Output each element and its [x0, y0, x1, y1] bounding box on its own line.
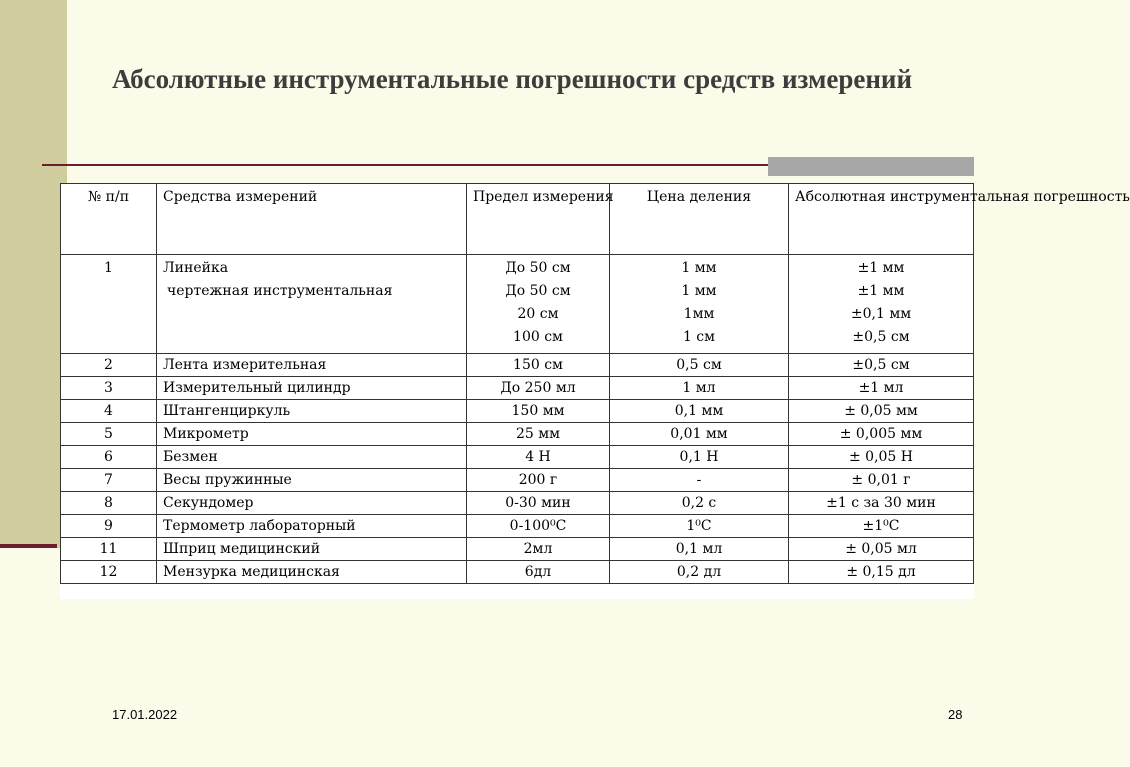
- table-row: [61, 354, 974, 377]
- table-row: [61, 255, 974, 354]
- row-division: [610, 255, 789, 354]
- row-limit: 0-100⁰С: [467, 515, 610, 538]
- row-num: 3: [61, 377, 157, 400]
- row-name: Лента измерительная: [157, 354, 467, 377]
- decorative-strip-accent: [0, 544, 57, 548]
- table-row: [61, 538, 974, 561]
- row-division: 1⁰С: [610, 515, 789, 538]
- row-division-value: 1 см: [682, 329, 716, 345]
- row-division-value: 1мм: [683, 306, 715, 322]
- row-limit: 25 мм: [467, 423, 610, 446]
- header-limit: Предел измерения: [467, 184, 610, 255]
- row-division: 0,1 мм: [610, 400, 789, 423]
- row-division-value: 1 мм: [681, 283, 717, 299]
- row-limit: До 250 мл: [467, 377, 610, 400]
- row-error: ± 0,15 дл: [789, 561, 974, 584]
- decorative-left-strip: [0, 0, 67, 548]
- row-name: Измерительный цилиндр: [157, 377, 467, 400]
- row-name: [157, 255, 467, 354]
- row-name: Термометр лабораторный: [157, 515, 467, 538]
- row-limit: 200 г: [467, 469, 610, 492]
- row-limit: [467, 255, 610, 354]
- row-name-line2: чертежная инструментальная: [167, 283, 393, 299]
- title-accent-bar: [768, 157, 974, 176]
- row-error: ± 0,05 мл: [789, 538, 974, 561]
- row-num: 4: [61, 400, 157, 423]
- row-division-value: 1 мм: [681, 260, 717, 276]
- row-name: Шприц медицинский: [157, 538, 467, 561]
- row-division: 0,2 дл: [610, 561, 789, 584]
- table-row: [61, 469, 974, 492]
- row-num: 1: [61, 255, 157, 354]
- header-error: Абсолютная инструментальная погрешность: [789, 184, 974, 255]
- row-limit: 6дл: [467, 561, 610, 584]
- row-division: 0,01 мм: [610, 423, 789, 446]
- row-error-value: ±1 мм: [857, 283, 905, 299]
- row-error: ± 0,05 Н: [789, 446, 974, 469]
- row-name: Штангенциркуль: [157, 400, 467, 423]
- table-header-row: [61, 184, 974, 255]
- table-row: [61, 446, 974, 469]
- row-num: 9: [61, 515, 157, 538]
- row-name: Мензурка медицинская: [157, 561, 467, 584]
- row-error-value: ±1 мм: [857, 260, 905, 276]
- table-row: [61, 400, 974, 423]
- row-error: ± 0,05 мм: [789, 400, 974, 423]
- table-row: [61, 492, 974, 515]
- row-num: 5: [61, 423, 157, 446]
- measurement-error-table: [60, 183, 1130, 584]
- table-row: [61, 561, 974, 584]
- row-error-value: ±0,1 мм: [850, 306, 912, 322]
- page-number: 28: [948, 707, 963, 722]
- row-num: 8: [61, 492, 157, 515]
- row-limit-value: 100 см: [513, 329, 563, 345]
- row-limit: 150 мм: [467, 400, 610, 423]
- row-division: 0,1 Н: [610, 446, 789, 469]
- row-division: 0,2 с: [610, 492, 789, 515]
- row-error: ± 0,005 мм: [789, 423, 974, 446]
- row-limit-value: До 50 см: [505, 260, 571, 276]
- row-num: 11: [61, 538, 157, 561]
- slide-title: Абсолютные инструментальные погрешности средств измерений: [112, 64, 913, 94]
- row-error: ±1 с за 30 мин: [789, 492, 974, 515]
- row-error: ± 0,01 г: [789, 469, 974, 492]
- row-name-line1: Линейка: [163, 260, 229, 276]
- table-row: [61, 515, 974, 538]
- header-name: Средства измерений: [157, 184, 467, 255]
- measurement-table-container: [60, 183, 1130, 599]
- row-num: 12: [61, 561, 157, 584]
- table-row: [61, 377, 974, 400]
- row-name: Микрометр: [157, 423, 467, 446]
- footer-date: 17.01.2022: [112, 707, 178, 722]
- row-num: 2: [61, 354, 157, 377]
- row-error: ±1 мл: [789, 377, 974, 400]
- row-error: ±1⁰С: [789, 515, 974, 538]
- row-limit: 2мл: [467, 538, 610, 561]
- row-name: Безмен: [157, 446, 467, 469]
- row-division: 0,1 мл: [610, 538, 789, 561]
- row-error: ±0,5 см: [789, 354, 974, 377]
- row-limit: 4 Н: [467, 446, 610, 469]
- row-name: Весы пружинные: [157, 469, 467, 492]
- row-division: 1 мл: [610, 377, 789, 400]
- row-num: 7: [61, 469, 157, 492]
- header-division: Цена деления: [610, 184, 789, 255]
- row-num: 6: [61, 446, 157, 469]
- row-error: [789, 255, 974, 354]
- row-name: Секундомер: [157, 492, 467, 515]
- row-error-value: ±0,5 см: [852, 329, 910, 345]
- row-limit-value: 20 см: [517, 306, 559, 322]
- header-num: № п/п: [61, 184, 157, 255]
- row-limit: 150 см: [467, 354, 610, 377]
- table-row: [61, 423, 974, 446]
- row-limit: 0-30 мин: [467, 492, 610, 515]
- row-division: -: [610, 469, 789, 492]
- row-division: 0,5 см: [610, 354, 789, 377]
- row-limit-value: До 50 см: [505, 283, 571, 299]
